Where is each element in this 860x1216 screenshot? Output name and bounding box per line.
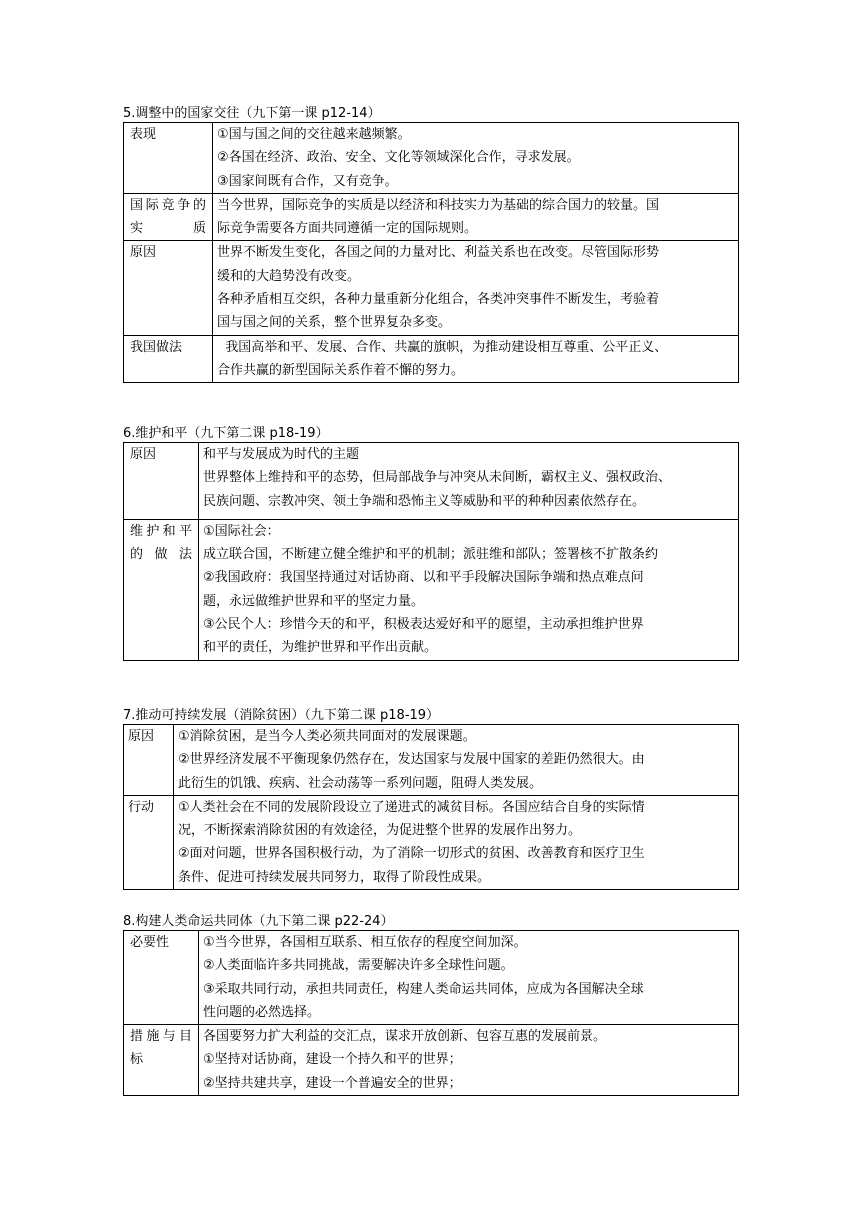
content-line: 际竞争需要各方面共同遵循一定的国际规则。 [217, 221, 478, 237]
section-title: 7.推动可持续发展（消除贫困）（九下第二课 p18-19） [123, 708, 440, 723]
content-line: 况，不断探索消除贫困的有效途径，为促进整个世界的发展作出努力。 [178, 823, 582, 839]
content-line: ①当今世界，各国相互联系、相互依存的程度空间加深。 [203, 935, 527, 950]
section-6 [123, 426, 739, 661]
content-line: 我国高举和平、发展、合作、共赢的旗帜，为推动建设相互尊重、公平正义、 [217, 339, 668, 355]
row-content [174, 725, 739, 796]
row-content [199, 931, 739, 1025]
row-label: 原因 [124, 443, 199, 520]
section-table [123, 442, 739, 661]
section-table [123, 724, 739, 890]
content-line: 世界整体上维持和平的态势，但局部战争与冲突从未间断，霸权主义、强权政治、 [203, 470, 672, 486]
content-line: 合作共赢的新型国际关系作着不懈的努力。 [217, 362, 465, 378]
content-line: ②坚持共建共享，建设一个普遍安全的世界； [203, 1075, 462, 1091]
content-line: ②世界经济发展不平衡现象仍然存在，发达国家与发展中国家的差距仍然很大。由 [178, 752, 645, 768]
section-title: 8.构建人类命运共同体（九下第二课 p22-24） [123, 914, 394, 929]
section-5 [123, 106, 739, 383]
content-line: ①人类社会在不同的发展阶段设立了递进式的减贫目标。各国应结合自身的实际情 [178, 799, 645, 815]
row-label: 国际竞争的实质 [124, 193, 213, 241]
content-line: ②我国政府：我国坚持通过对话协商、以和平手段解决国际争端和热点难点问 [203, 570, 644, 586]
content-line: 成立联合国，不断建立健全维护和平的机制；派驻维和部队；签署核不扩散条约 [203, 547, 659, 563]
content-line: 条件、促进可持续发展共同努力，取得了阶段性成果。 [178, 869, 491, 885]
row-content [199, 519, 739, 660]
content-line: 各种矛盾相互交织，各种力量重新分化组合，各类冲突事件不断发生，考验着 [217, 292, 660, 308]
content-line: ①坚持对话协商，建设一个持久和平的世界； [203, 1052, 462, 1068]
row-content [213, 241, 739, 335]
content-line: 此衍生的饥饿、疾病、社会动荡等一系列问题，阻碍人类发展。 [178, 775, 543, 791]
row-content [199, 1025, 739, 1096]
table-row [124, 795, 739, 889]
content-line: ②面对问题，世界各国积极行动，为了消除一切形式的贫困、改善教育和医疗卫生 [178, 846, 645, 862]
content-line: 和平与发展成为时代的主题 [203, 447, 360, 462]
section-table [123, 122, 739, 383]
content-line: 国与国之间的关系，整个世界复杂多变。 [217, 315, 452, 331]
table-row [124, 443, 739, 520]
content-line: 当今世界，国际竞争的实质是以经济和科技实力为基础的综合国力的较量。国 [217, 197, 660, 213]
row-label: 维护和平的做法 [124, 519, 199, 660]
row-content [199, 443, 739, 520]
content-line: 性问题的必然选择。 [203, 1004, 321, 1020]
table-row [124, 725, 739, 796]
section-8 [123, 914, 739, 1096]
table-row [124, 193, 739, 241]
table-row [124, 123, 739, 194]
row-label: 原因 [124, 725, 174, 796]
section-title: 5.调整中的国家交往（九下第一课 p12-14） [123, 106, 381, 121]
table-row [124, 335, 739, 383]
content-line: ①消除贫困，是当今人类必须共同面对的发展课题。 [178, 729, 476, 744]
table-row [124, 241, 739, 335]
content-line: 题，永远做维护世界和平的坚定力量。 [203, 593, 425, 609]
section-table [123, 930, 739, 1096]
row-label: 行动 [124, 795, 174, 889]
section-7 [123, 708, 739, 890]
row-label: 原因 [124, 241, 213, 335]
content-line: ①国与国之间的交往越来越频繁。 [217, 127, 411, 142]
content-line: 和平的责任，为维护世界和平作出贡献。 [203, 640, 438, 656]
content-line: ①国际社会： [203, 523, 280, 539]
row-label: 措施与目标 [124, 1025, 199, 1096]
content-line: ③公民个人：珍惜今天的和平，积极表达爱好和平的愿望，主动承担维护世界 [203, 617, 644, 633]
content-line: ③采取共同行动，承担共同责任，构建人类命运共同体，应成为各国解决全球 [203, 981, 644, 997]
row-content [213, 123, 739, 194]
content-line: 民族问题、宗教冲突、领土争端和恐怖主义等威胁和平的种种因素依然存在。 [203, 493, 646, 509]
content-line: 缓和的大趋势没有改变。 [217, 268, 361, 284]
table-row [124, 931, 739, 1025]
row-label: 表现 [124, 123, 213, 194]
content-line: 各国要努力扩大利益的交汇点，谋求开放创新、包容互惠的发展前景。 [203, 1029, 607, 1045]
section-title: 6.维护和平（九下第二课 p18-19） [123, 426, 329, 441]
content-line: ③国家间既有合作，又有竞争。 [217, 173, 398, 189]
content-line: 世界不断发生变化，各国之间的力量对比、利益关系也在改变。尽管国际形势 [217, 245, 660, 261]
table-row [124, 1025, 739, 1096]
row-label: 我国做法 [124, 335, 213, 383]
row-content [213, 335, 739, 383]
row-content [213, 193, 739, 241]
row-content [174, 795, 739, 889]
content-line: ②各国在经济、政治、安全、文化等领域深化合作，寻求发展。 [217, 150, 580, 166]
table-row [124, 519, 739, 660]
content-line: ②人类面临许多共同挑战，需要解决许多全球性问题。 [203, 958, 514, 974]
row-label: 必要性 [124, 931, 199, 1025]
